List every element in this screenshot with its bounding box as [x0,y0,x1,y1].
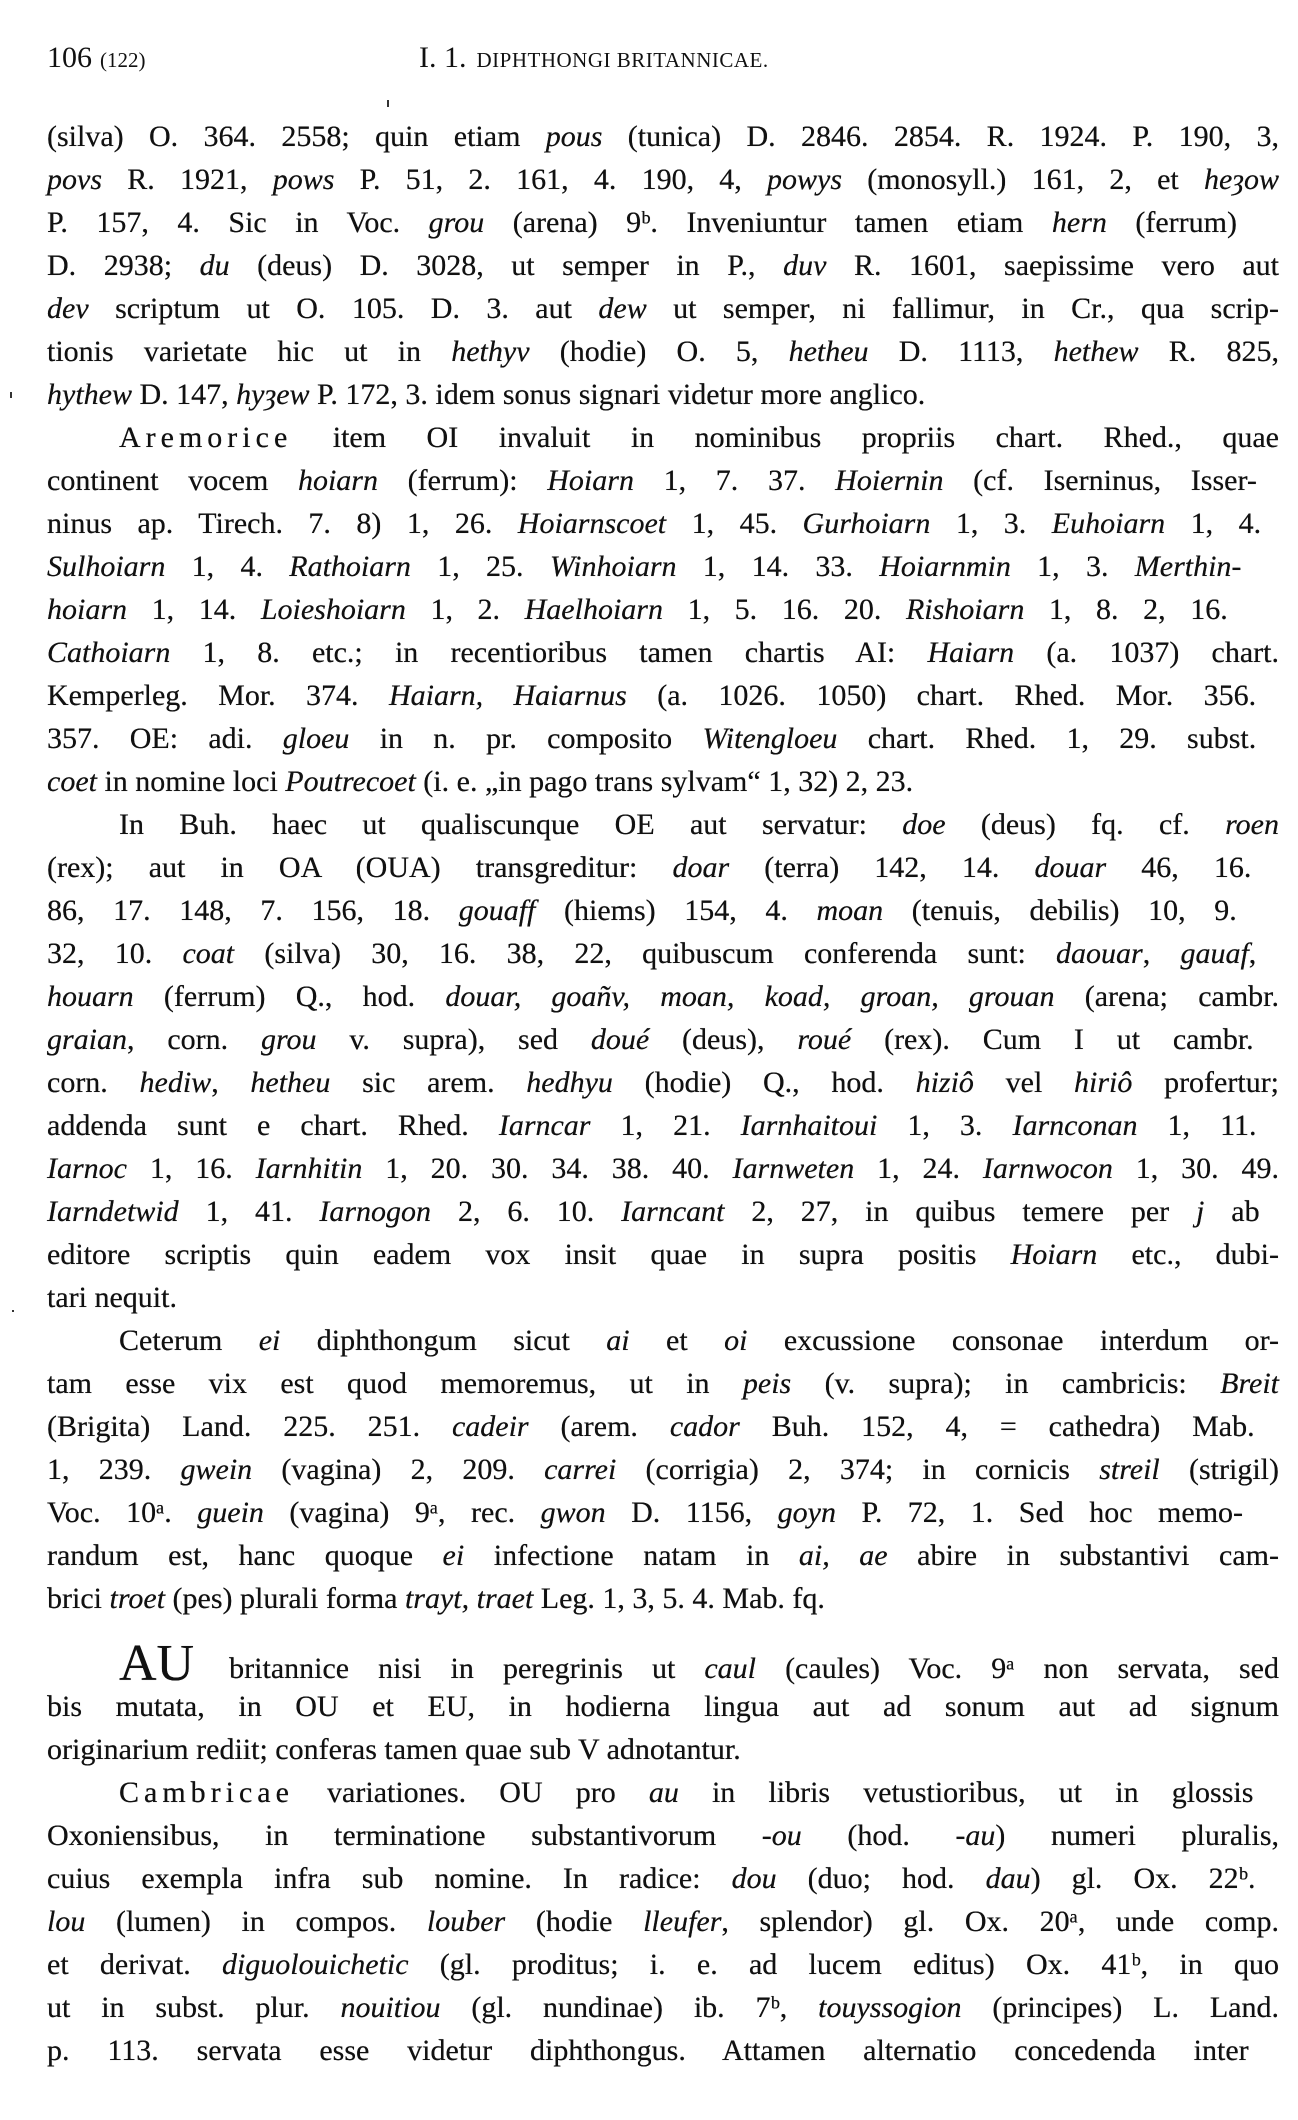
text-line [47,2029,1279,2072]
italic-term: oi [724,1324,748,1357]
text-run: 1, 14. 33. [676,550,880,583]
italic-term: Iarnoc [47,1152,127,1185]
italic-term: pows [272,163,335,196]
text-line [47,1491,1279,1534]
text-run: 86, 17. 148, 7. 156, 18. [47,894,459,927]
text-run: corn. [47,1066,140,1099]
text-run: (hiems) 154, 4. [535,894,817,927]
italic-term: gwon [540,1496,606,1529]
italic-term: doar [672,851,730,884]
text-run: continent vocem [47,464,298,497]
text-run: (vagina) 2, 209. [252,1453,545,1486]
text-run: D. 147, [131,378,237,411]
text-line [47,1147,1279,1190]
text-run: 1, 8. 2, 16. [1024,593,1228,626]
text-run: 1, 16. [126,1152,256,1185]
body-text [47,115,1279,2072]
text-run: 2, 27, in quibus temere per [724,1195,1197,1228]
italic-term: graian [47,1023,128,1056]
text-run: 1, 2. [405,593,525,626]
text-run: 1, 20. 30. 34. 38. 40. [362,1152,733,1185]
text-run: in libris vetustioribus, ut in glossis [678,1776,1254,1809]
text-run: (deus), [649,1023,798,1056]
text-line [47,631,1279,674]
text-run: , splendor) gl. Ox. 20ᵃ, unde comp. [721,1905,1279,1938]
text-run: britannice nisi in peregrinis ut [200,1652,705,1685]
italic-term: j [1196,1195,1205,1228]
paragraph [47,115,1279,416]
text-run: (monosyll.) 161, 2, et [842,163,1204,196]
text-line [47,1814,1279,1857]
italic-term: hoiarn [297,464,378,497]
italic-term: coat [182,937,235,970]
italic-term: Winhoiarn [549,550,677,583]
italic-term: Rishoiarn [905,593,1025,626]
text-line [47,1362,1279,1405]
text-line [47,1190,1279,1233]
text-line [47,545,1279,588]
italic-term: gouaff [458,894,536,927]
italic-term: cador [669,1410,740,1443]
italic-term: Iarnogon [319,1195,432,1228]
text-line [47,717,1279,760]
text-run: profertur; [1132,1066,1280,1099]
italic-term: gauaf [1180,937,1249,970]
italic-term: Hoiarn [547,464,634,497]
text-run: (caules) Voc. 9ᵃ non servata, sed [756,1652,1279,1685]
text-run: (tunica) D. 2846. 2854. R. 1924. P. 190, 3, [602,120,1279,153]
text-run: , [1142,937,1181,970]
text-line [47,674,1279,717]
text-line [47,975,1279,1018]
text-run: , corn. [127,1023,261,1056]
text-run: In Buh. haec ut qualiscunque OE aut servatur: [119,808,903,841]
italic-term: daouar [1056,937,1143,970]
text-run: (lumen) in compos. [85,1905,427,1938]
text-run: (silva) O. 364. 2558; quin etiam [47,120,546,153]
italic-term: troet [109,1582,166,1615]
italic-term: Gurhoiarn [802,507,931,540]
text-line [47,115,1279,158]
text-run: 1, 7. 37. [633,464,836,497]
text-run: item OI invaluit in nominibus propriis chart. Rhed., quae [292,421,1279,454]
running-header-page-number [47,38,146,78]
italic-term: dev [47,292,89,325]
running-header-title [419,38,769,78]
text-line [47,1405,1279,1448]
text-run: ut in subst. plur. [47,1991,341,2024]
text-line [47,1233,1279,1276]
paragraph [47,1635,1279,1771]
paragraph [47,1771,1279,2072]
text-line [47,1728,1279,1771]
text-run: (arena) 9ᵇ. Inveniuntur tamen etiam [484,206,1052,239]
italic-term: hetheu [250,1066,331,1099]
text-run: vel [973,1066,1074,1099]
italic-term: grou [428,206,485,239]
italic-term: trayt, traet [404,1582,534,1615]
italic-term: coet [47,765,97,798]
text-run: , [1248,937,1257,970]
italic-term: doe [902,808,946,841]
text-run: Buh. 152, 4, = cathedra) Mab. [739,1410,1255,1443]
italic-term: roen [1225,808,1279,841]
italic-term: carrei [544,1453,617,1486]
italic-term: Haelhoiarn [524,593,663,626]
text-run: editore scriptis quin eadem vox insit quae in supra positis [47,1238,1011,1271]
italic-term: Iarnhitin [255,1152,363,1185]
text-run: originarium rediit; conferas tamen quae sub V adnotantur. [47,1733,741,1766]
text-run: 1, 21. [590,1109,741,1142]
text-line [47,1104,1279,1147]
italic-term: Hoiarnscoet [517,507,667,540]
text-run: 1, 41. [178,1195,320,1228]
text-run: 1, 8. etc.; in recentioribus tamen chartis AI: [170,636,928,669]
spaced-lead-word: Cambricae [119,1776,294,1809]
scan-speck [12,1310,14,1312]
paragraph [47,416,1279,803]
text-run: etc., dubi- [1097,1238,1279,1271]
text-run: 2, 6. 10. [431,1195,622,1228]
text-run: (arena; cambr. [1054,980,1280,1013]
italic-term: Haiarn [927,636,1015,669]
italic-term: hythew [47,378,132,411]
text-line [47,1857,1279,1900]
text-line [47,1534,1279,1577]
text-run: randum est, hanc quoque [47,1539,443,1572]
text-run: 1, 14. [127,593,261,626]
italic-term: hern [1051,206,1107,239]
italic-term: pous [545,120,603,153]
text-run: (ferrum) [1106,206,1237,239]
text-run: 1, 25. [410,550,550,583]
italic-term: louber [426,1905,506,1938]
italic-term: doué [590,1023,650,1056]
text-run: (tenuis, debilis) 10, 9. [883,894,1237,927]
paragraph [47,803,1279,1319]
text-run: 1, 3. [930,507,1052,540]
text-run: Kemperleg. Mor. 374. [47,679,389,712]
text-run: abire in substantivi cam- [887,1539,1279,1572]
italic-term: au [648,1776,679,1809]
text-run: R. 825, [1138,335,1279,368]
italic-term: nouitiou [340,1991,441,2024]
text-run: 1, 4. [165,550,290,583]
italic-term: ei [258,1324,281,1357]
text-run: (rex). Cum I ut cambr. [851,1023,1254,1056]
text-run: (v. supra); in cambricis: [791,1367,1221,1400]
italic-term: grou [260,1023,317,1056]
text-run: in n. pr. composito [349,722,703,755]
italic-term: gloeu [282,722,350,755]
text-line [47,330,1279,373]
text-run: tari nequit. [47,1281,177,1314]
italic-term: Iarnhaitoui [740,1109,878,1142]
italic-term: lleufer [643,1905,722,1938]
text-run: (deus) D. 3028, ut semper in P., [229,249,784,282]
italic-term: Poutrecoet [285,765,416,798]
text-run: (gl. proditus; i. e. ad lucem editus) Ox. 41ᵇ, in quo [408,1948,1279,1981]
text-run: (rex); aut in OA (OUA) transgreditur: [47,851,673,884]
text-line [47,760,1279,803]
italic-term: Iarncar [498,1109,591,1142]
text-run: 1, 3. [877,1109,1013,1142]
italic-term: touyssogion [818,1991,962,2024]
italic-term: houarn [47,980,134,1013]
text-run: variationes. OU pro [293,1776,649,1809]
italic-term: Cathoiarn [47,636,171,669]
text-run: (duo; hod. [776,1862,986,1895]
italic-term: hediw [139,1066,212,1099]
italic-term: caul [704,1652,757,1685]
text-line [47,502,1279,545]
text-run: D. 1113, [868,335,1054,368]
text-run: 357. OE: adi. [47,722,283,755]
text-run: tionis varietate hic ut in [47,335,452,368]
italic-term: ei [442,1539,465,1572]
text-run: (silva) 30, 16. 38, 22, quibuscum conferenda sunt: [234,937,1057,970]
text-run: R. 1921, [102,163,273,196]
text-run: (deus) fq. cf. [945,808,1226,841]
page-number: 106 [47,41,92,74]
text-line [47,158,1279,201]
text-run: ) numeri pluralis, [995,1819,1279,1852]
text-run: 1, 30. 49. [1112,1152,1280,1185]
italic-term: moan [816,894,884,927]
italic-term: duv [783,249,827,282]
italic-term: hedhyu [526,1066,613,1099]
text-run: (ferrum) Q., hod. [133,980,446,1013]
text-run: Voc. 10ᵃ. [47,1496,198,1529]
text-run: (hodie) O. 5, [529,335,789,368]
text-run: P. 72, 1. Sed hoc memo- [835,1496,1244,1529]
text-run: (principes) L. Land. [961,1991,1279,2024]
text-run: P. 157, 4. Sic in Voc. [47,206,429,239]
italic-term: peis [742,1367,792,1400]
section-initial: AU [119,1635,195,1692]
text-run: scriptum ut O. 105. D. 3. aut [88,292,599,325]
italic-term: Merthin- [1134,550,1242,583]
text-run: (cf. Iserninus, Isser- [943,464,1257,497]
italic-term: Hoiernin [835,464,944,497]
text-run: (hodie) Q., hod. [612,1066,916,1099]
text-run: (hodie [505,1905,644,1938]
text-run: ab [1204,1195,1260,1228]
italic-term: Iarncant [621,1195,725,1228]
scan-speck [387,100,389,107]
italic-term: -ou [761,1819,802,1852]
scan-speck [10,392,12,398]
text-run: chart. Rhed. 1, 29. subst. [837,722,1257,755]
text-line [47,588,1279,631]
text-run: ut semper, ni fallimur, in Cr., qua scrip- [646,292,1279,325]
text-line [47,373,1279,416]
text-run: sic arem. [330,1066,527,1099]
text-line [47,1635,1279,1692]
text-run: Leg. 1, 3, 5. 4. Mab. fq. [533,1582,825,1615]
text-line [47,1448,1279,1491]
text-line [47,1276,1279,1319]
text-run: Oxoniensibus, in terminatione substantivorum [47,1819,762,1852]
text-run: R. 1601, saepissime vero aut [826,249,1280,282]
text-line [47,201,1279,244]
text-run: cuius exempla infra sub nomine. In radice: [47,1862,732,1895]
text-line [47,1577,1279,1620]
text-line [47,1319,1279,1362]
section-title: DIPHTHONGI BRITANNICAE. [476,48,769,72]
text-run: excussione consonae interdum or- [747,1324,1279,1357]
text-run: (strigil) [1159,1453,1279,1486]
text-run: (a. 1026. 1050) chart. Rhed. Mor. 356. [626,679,1257,712]
text-run: et derivat. [47,1948,222,1981]
italic-term: cadeir [451,1410,529,1443]
text-run: infectione natam in [464,1539,799,1572]
text-run: 1, 3. [1010,550,1135,583]
text-run: p. 113. servata esse videtur diphthongus. Attamen alternatio concedenda inter [47,2034,1249,2067]
italic-term: heȝow [1203,163,1280,196]
text-run: D. 2938; [47,249,200,282]
italic-term: streil [1099,1453,1160,1486]
text-line [47,846,1279,889]
text-run: (hod. [801,1819,956,1852]
section-number: I. 1. [419,41,467,74]
italic-term: powys [767,163,843,196]
spaced-lead-word: Aremorice [119,421,293,454]
italic-term: Breit [1220,1367,1279,1400]
italic-term: guein [197,1496,264,1529]
text-run: addenda sunt e chart. Rhed. [47,1109,499,1142]
italic-term: hetheu [788,335,869,368]
text-run: ninus ap. Tirech. 7. 8) 1, 26. [47,507,518,540]
text-run: (vagina) 9ᵃ, rec. [263,1496,541,1529]
text-run: v. supra), sed [316,1023,591,1056]
italic-term: Loieshoiarn [260,593,406,626]
text-line [47,287,1279,330]
text-run: P. 172, 3. idem sonus signari videtur more anglico. [309,378,926,411]
italic-term: lou [47,1905,86,1938]
original-page-number: (122) [100,48,146,72]
text-line [47,932,1279,975]
italic-term: Iarnweten [732,1152,855,1185]
italic-term: dau [985,1862,1031,1895]
italic-term: Sulhoiarn [47,550,166,583]
text-line [47,889,1279,932]
italic-term: Haiarn, Haiarnus [388,679,627,712]
text-run: (pes) plurali forma [165,1582,405,1615]
text-run: (i. e. „in pago trans sylvam“ 1, 32) 2, 23. [415,765,914,798]
italic-term: hethyv [451,335,530,368]
text-run: 1, 45. [666,507,803,540]
text-line [47,1943,1279,1986]
text-run: P. 51, 2. 161, 4. 190, 4, [334,163,768,196]
italic-term: Iarnconan [1012,1109,1138,1142]
text-line [47,459,1279,502]
italic-term: Euhoiarn [1051,507,1166,540]
text-run: 1, 5. 16. 20. [662,593,906,626]
italic-term: roué [797,1023,852,1056]
text-run: (ferrum): [377,464,548,497]
italic-term: povs [47,163,102,196]
text-run: tam esse vix est quod memoremus, ut in [47,1367,743,1400]
text-run: in nomine loci [96,765,286,798]
text-line [47,1771,1279,1814]
text-run: (a. 1037) chart. [1014,636,1279,669]
italic-term: -au [955,1819,996,1852]
text-run: et [629,1324,725,1357]
text-run: 46, 16. [1106,851,1252,884]
text-run: (gl. nundinae) ib. 7ᵇ, [440,1991,819,2024]
italic-term: du [199,249,230,282]
text-run: bis mutata, in OU et EU, in hodierna lingua aut ad sonum aut ad signum [47,1690,1279,1723]
text-line [47,803,1279,846]
italic-term: Witengloeu [702,722,838,755]
text-line [47,416,1279,459]
text-run: 1, 4. [1165,507,1262,540]
text-run: diphthongum sicut [280,1324,607,1357]
text-run: brici [47,1582,110,1615]
text-line [47,1061,1279,1104]
italic-term: dou [731,1862,777,1895]
italic-term: Hoiarn [1010,1238,1098,1271]
text-line [47,244,1279,287]
text-line [47,1018,1279,1061]
text-run: 1, 11. [1137,1109,1257,1142]
italic-term: douar, goañv, moan, koad, groan, grouan [445,980,1055,1013]
italic-term: douar [1034,851,1107,884]
italic-term: hiziô [915,1066,974,1099]
text-run: Ceterum [119,1324,259,1357]
italic-term: goyn [777,1496,836,1529]
text-run: 32, 10. [47,937,183,970]
text-run: (arem. [528,1410,670,1443]
italic-term: hoiarn [47,593,128,626]
italic-term: Iarnwocon [982,1152,1113,1185]
italic-term: dew [598,292,647,325]
text-run: (corrigia) 2, 374; in cornicis [616,1453,1100,1486]
italic-term: ai, ae [798,1539,888,1572]
text-line [47,1986,1279,2029]
text-line [47,1900,1279,1943]
text-run: , [211,1066,251,1099]
text-run: ) gl. Ox. 22ᵇ. [1030,1862,1256,1895]
text-run: (Brigita) Land. 225. 251. [47,1410,452,1443]
text-run: 1, 24. [854,1152,983,1185]
italic-term: ai [606,1324,630,1357]
italic-term: gwein [180,1453,253,1486]
italic-term: diguolouichetic [221,1948,409,1981]
text-run: (terra) 142, 14. [729,851,1035,884]
italic-term: Rathoiarn [289,550,411,583]
text-run: 1, 239. [47,1453,181,1486]
italic-term: hethew [1053,335,1139,368]
text-run: D. 1156, [605,1496,778,1529]
italic-term: hiriô [1074,1066,1133,1099]
italic-term: Iarndetwid [47,1195,179,1228]
text-line [47,1685,1279,1728]
italic-term: hyȝew [236,378,310,411]
italic-term: Hoiarnmin [879,550,1011,583]
paragraph [47,1319,1279,1620]
